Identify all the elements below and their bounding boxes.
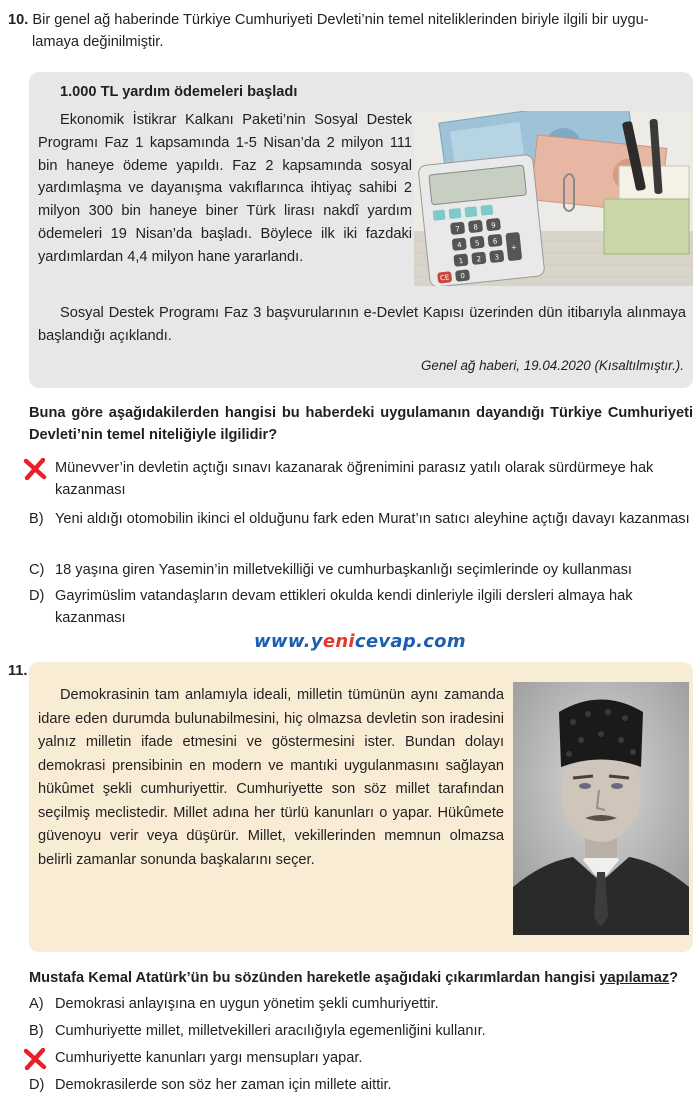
svg-text:5: 5 — [474, 239, 480, 248]
svg-text:8: 8 — [472, 223, 479, 232]
q10-number: 10. — [8, 12, 29, 28]
news-source: Genel ağ haberi, 19.04.2020 (Kısaltılmıştır.). — [421, 358, 684, 373]
option-label: B) — [29, 1023, 44, 1039]
option-text: Yeni aldığı otomobilin ikinci el olduğunu fark eden Murat’ın satıcı aleyhine açtığı davayı kazanması — [55, 511, 690, 527]
svg-text:1: 1 — [458, 256, 464, 266]
q10-option-a[interactable] — [29, 457, 693, 501]
q10-intro — [8, 9, 692, 53]
q11-option-d[interactable] — [29, 1074, 693, 1096]
option-text: Cumhuriyette millet, milletvekilleri aracılığıyla egemenliğini kullanır. — [55, 1023, 486, 1039]
q11-stem: Mustafa Kemal Atatürk’ün bu sözünden hareketle aşağıdaki çıkarımlardan hangisi yapılamaz? — [29, 970, 679, 986]
q11-option-c[interactable] — [29, 1047, 693, 1069]
svg-text:6: 6 — [492, 237, 498, 246]
option-label: D) — [29, 588, 45, 604]
news-paragraph-2: Sosyal Destek Programı Faz 3 başvurularının e-Devlet Kapısı üzerinden dün itibarıyla alınmaya başlandığı açıklandı. — [38, 305, 686, 344]
wrong-x-mark-icon — [23, 458, 47, 480]
option-label: C) — [29, 562, 45, 578]
option-text: Cumhuriyette kanunları yargı mensupları yapar. — [55, 1050, 363, 1066]
news-title: 1.000 TL yardım ödemeleri başladı — [60, 84, 298, 100]
q10-option-d[interactable] — [29, 585, 693, 629]
q11-option-b[interactable] — [29, 1020, 693, 1042]
wrong-x-mark-icon — [23, 1048, 47, 1070]
calculator-money-photo — [414, 111, 693, 286]
news-paragraph-1: Ekonomik İstikrar Kalkanı Paketi’nin Sosyal Destek Programı Faz 1 kapsamında 1-5 Nisan’da 2 milyon 111 bin haneye ödeme yapıldı. Faz 2 kapsamında sosyal yardımlaşma ve dayanışma vakıflarınca ihtiyaç sahibi 2 milyon 300 bin haneye biner Türk lirası nakdî yardım ödemeleri 19 Nisan’da başladı. Böylece ilk iki fazdaki yardımlardan 4,4 milyon hane yararlandı. — [38, 112, 412, 265]
option-label: B) — [29, 511, 44, 527]
svg-text:3: 3 — [494, 253, 500, 262]
option-label: D) — [29, 1077, 45, 1093]
q11-number: 11. — [8, 663, 28, 679]
svg-text:4: 4 — [456, 241, 463, 250]
ataturk-quote: Demokrasinin tam anlamıyla ideali, milletin tümünün aynı zamanda idare eden durumda bulunabilmesini, hiç olmazsa devletin son iradesini yalnız milletin ifade etmesini ve göstermesini ister. Bundan dolayı demokrasi prensibinin en modern ve mantıki uygulanmasını sağlayan hükûmet şekli cumhuriyettir. Cumhuriyette son söz millet tarafından seçilmiş meclistedir. Millet adına her türlü kanunları o yapar. Hükûmete güvenoyu verir veya düşürür. Millet, vekillerinden memnun olmazsa belirli zamanlar sonunda başkalarını seçer. — [38, 687, 504, 868]
option-text: 18 yaşına giren Yasemin’in milletvekilliği ve cumhurbaşkanlığı seçimlerinde oy kullanması — [55, 562, 632, 578]
watermark-link[interactable]: www.yenicevap.com — [254, 631, 466, 652]
emphasis-underlined: yapılamaz — [599, 970, 670, 986]
q10-option-c[interactable] — [29, 559, 693, 581]
q11-option-a[interactable] — [29, 993, 693, 1015]
option-text: Demokrasi anlayışına en uygun yönetim şekli cumhuriyettir. — [55, 996, 439, 1012]
q10-intro-line2: lamaya değinilmiştir. — [32, 34, 164, 50]
ataturk-portrait-image — [513, 682, 689, 935]
svg-text:7: 7 — [455, 225, 461, 234]
option-text: Gayrimüslim vatandaşların devam ettikleri okulda kendi dinleriyle ilgili dersleri almaya hak kazanması — [55, 588, 633, 626]
option-text: Demokrasilerde son söz her zaman için millete aittir. — [55, 1077, 392, 1093]
q10-stem: Buna göre aşağıdakilerden hangisi bu haberdeki uygulamanın dayandığı Türkiye Cumhuriyeti Devleti’nin temel niteliğiyle ilgilidir? — [29, 405, 693, 443]
option-label: A) — [29, 996, 44, 1012]
option-text: Münevver’in devletin açtığı sınavı kazanarak öğrenimini parasız yatılı olarak sürdürmeye hak kazanması — [55, 460, 654, 498]
svg-text:+: + — [510, 243, 518, 252]
svg-text:2: 2 — [476, 255, 482, 264]
svg-text:9: 9 — [490, 221, 497, 230]
q10-option-b[interactable] — [29, 508, 693, 530]
svg-text:0: 0 — [459, 271, 466, 281]
svg-text:CE: CE — [439, 273, 450, 283]
q10-intro-line1: Bir genel ağ haberinde Türkiye Cumhuriyeti Devleti’nin temel niteliklerinden biriyle ilgili bir uygu- — [32, 12, 649, 28]
